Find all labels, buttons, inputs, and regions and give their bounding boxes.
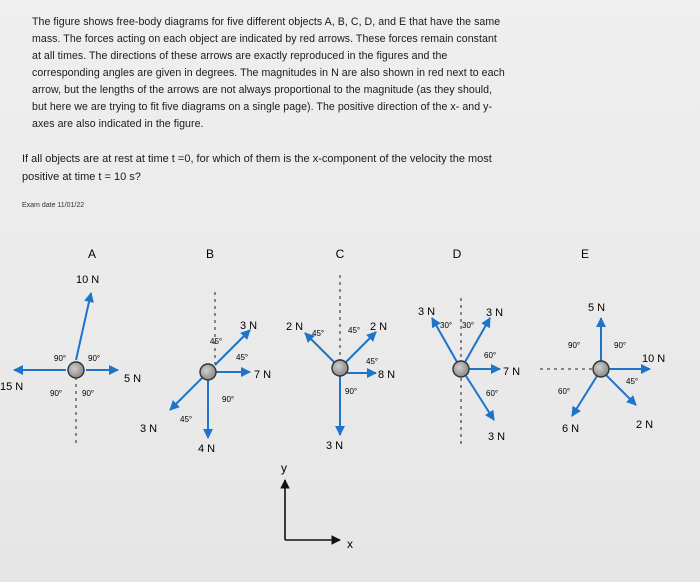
angle-label: 60° (484, 351, 497, 360)
diagram-label: C (335, 247, 345, 261)
diagram-a (0, 247, 141, 446)
diagram-label: E (580, 247, 590, 261)
paragraph-line: but here we are trying to fit five diagrams on a single page). The positive direction of the x- and y- (32, 101, 493, 113)
object-ball (68, 362, 84, 378)
force-arrow (76, 293, 91, 360)
force-label: 2 N (636, 419, 654, 431)
angle-label: 45° (180, 415, 193, 424)
object-ball (453, 361, 469, 377)
angle-label: 30° (462, 321, 475, 330)
paragraph-line: arrow, but the lengths of the arrows are not always proportional to the magnitude (as they should, (32, 84, 493, 96)
force-label: 2 N (370, 321, 388, 333)
force-label: 3 N (488, 431, 506, 443)
angle-label: 45° (236, 353, 249, 362)
force-label: 10 N (642, 353, 666, 365)
angle-label: 60° (558, 387, 571, 396)
paragraph-line: The figure shows free-body diagrams for five different objects A, B, C, D, and E that have the same (32, 16, 501, 28)
force-label: 6 N (562, 423, 580, 435)
force-label: 2 N (286, 321, 304, 333)
object-ball (593, 361, 609, 377)
diagram-label: D (452, 247, 462, 261)
object-ball (200, 364, 216, 380)
question-line: positive at time t = 10 s? (22, 171, 141, 183)
angle-label: 45° (366, 357, 379, 366)
diagram-b (140, 247, 271, 455)
diagram-d (418, 247, 520, 446)
paragraph-line: corresponding angles are given in degrees. The magnitudes in N are also shown in red next to each (32, 67, 505, 79)
diagram-c (286, 247, 395, 452)
force-label: 15 N (0, 381, 24, 393)
force-label: 3 N (140, 423, 158, 435)
force-arrow (170, 377, 203, 410)
exam-date: Exam date 11/01/22 (22, 202, 85, 209)
diagram-e (540, 247, 665, 435)
angle-label: 45° (312, 329, 325, 338)
object-ball (332, 360, 348, 376)
angle-label: 90° (54, 354, 67, 363)
x-axis-label: x (347, 537, 353, 551)
angle-label: 90° (88, 354, 101, 363)
force-label: 4 N (198, 443, 216, 455)
force-label: 3 N (240, 320, 258, 332)
axis-indicator (281, 461, 353, 551)
paragraph-line: axes are also indicated in the figure. (32, 118, 204, 130)
diagram-label: B (205, 247, 215, 261)
angle-label: 90° (222, 395, 235, 404)
force-label: 10 N (76, 274, 100, 286)
angle-label: 45° (210, 337, 223, 346)
angle-label: 45° (626, 377, 639, 386)
angle-label: 30° (440, 321, 453, 330)
angle-label: 60° (486, 389, 499, 398)
diagram-label: A (87, 247, 97, 261)
force-label: 5 N (124, 373, 142, 385)
angle-label: 90° (568, 341, 581, 350)
force-label: 5 N (588, 302, 606, 314)
force-label: 7 N (503, 366, 521, 378)
angle-label: 90° (614, 341, 627, 350)
paragraph-line: mass. The forces acting on each object are indicated by red arrows. These forces remain constant (32, 33, 497, 45)
force-label: 3 N (418, 306, 436, 318)
force-label: 3 N (326, 440, 344, 452)
y-axis-label: y (281, 461, 287, 475)
force-label: 7 N (254, 369, 272, 381)
force-arrow (466, 376, 494, 420)
force-label: 3 N (486, 307, 504, 319)
angle-label: 90° (345, 387, 358, 396)
angle-label: 90° (50, 389, 63, 398)
force-arrow (572, 376, 597, 416)
paragraph-line: at all times. The directions of these arrows are exactly reproduced in the figures and the (32, 50, 448, 62)
angle-label: 90° (82, 389, 95, 398)
angle-label: 45° (348, 326, 361, 335)
question-line: If all objects are at rest at time t =0, for which of them is the x-component of the velocity the most (22, 153, 492, 165)
force-label: 8 N (378, 369, 396, 381)
